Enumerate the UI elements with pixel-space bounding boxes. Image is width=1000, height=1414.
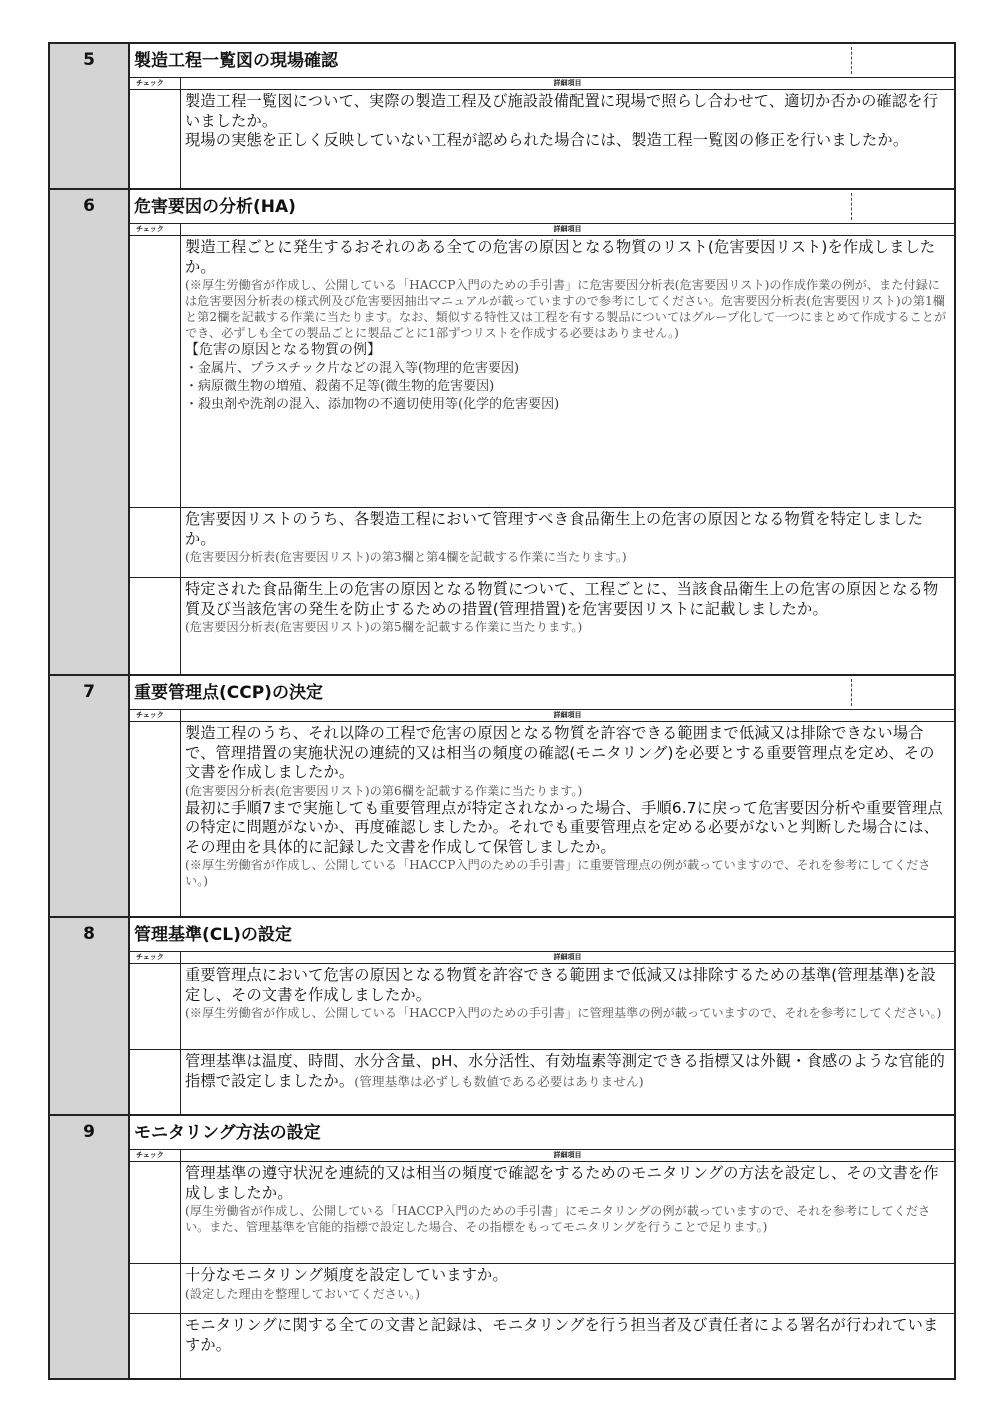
- section-number: 8: [50, 918, 130, 1114]
- checklist-item: [130, 1264, 954, 1314]
- item-note: (※厚生労働省が作成し、公開している「HACCP入門のための手引書」に管理基準の例が載っていますので、それを参考にしてください。): [185, 1006, 942, 1020]
- check-cell[interactable]: [130, 722, 181, 916]
- item-note: (危害要因分析表(危害要因リスト)の第5欄を記載する作業に当たります。): [185, 620, 583, 634]
- question-text: 管理基準は温度、時間、水分含量、pH、水分活性、有効塩素等測定できる指標又は外観・食感のような官能的指標で設定しましたか。: [185, 1052, 946, 1090]
- item-note: (厚生労働省が作成し、公開している「HACCP入門のための手引書」にモニタリングの例が載っていますので、それを参考にしてください。また、管理基準を官能的指標で設定した場合、その指標をもってモニタリングを行うことで足ります。): [185, 1204, 931, 1234]
- section-number: 9: [50, 1116, 130, 1378]
- checklist-sheet: [48, 42, 956, 1380]
- section-8: [50, 916, 954, 1114]
- check-cell[interactable]: [130, 236, 181, 507]
- example-line: ・病原微生物の増殖、殺菌不足等(微生物的危害要因): [185, 379, 495, 394]
- item-question: 十分なモニタリング頻度を設定していますか。: [185, 1266, 508, 1284]
- checklist-item: [130, 1050, 954, 1114]
- checklist-item: [130, 722, 954, 916]
- checklist-item: [130, 508, 954, 578]
- detail-column-header: 詳細項目: [553, 711, 582, 719]
- section-title: 重要管理点(CCP)の決定: [134, 683, 323, 703]
- item-question: 製造工程ごとに発生するおそれのある全ての危害の原因となる物質のリスト(危害要因リスト)を作成しましたか。: [185, 238, 936, 276]
- item-question: 現場の実態を正しく反映していない工程が認められた場合には、製造工程一覧図の修正を行いましたか。: [185, 131, 909, 149]
- detail-column-header: 詳細項目: [553, 1151, 582, 1159]
- checklist-item: [130, 236, 954, 508]
- check-cell[interactable]: [130, 578, 181, 674]
- check-column-header: チェック: [130, 224, 181, 235]
- item-question: モニタリングに関する全ての文書と記録は、モニタリングを行う担当者及び責任者による署名が行われていますか。: [185, 1316, 939, 1354]
- title-side-cell: [852, 921, 954, 948]
- detail-column-header: 詳細項目: [553, 953, 582, 961]
- section-7: [50, 674, 954, 916]
- check-cell[interactable]: [130, 1162, 181, 1263]
- item-note: (※厚生労働省が作成し、公開している「HACCP入門のための手引書」に危害要因分析表(危害要因リスト)の作成作業の例が、また付録には危害要因分析表の様式例及び危害要因抽出マニュアルが載っていますので参考にしてください。危害要因分析表(危害要因リスト)の第1欄と第2欄を記載する作業に当たります。なお、類似する特性又は工程を有する製品についてはグループ化して一つにまとめて作成することができ、必ずしも全ての製品ごとに製品ごとに1部ずつリストを作成する必要はありません。): [185, 278, 947, 340]
- title-side-cell: [852, 1119, 954, 1146]
- check-cell[interactable]: [130, 508, 181, 577]
- example-line: ・金属片、プラスチック片などの混入等(物理的危害要因): [185, 361, 520, 376]
- checklist-item: [130, 1314, 954, 1378]
- title-side-cell: [851, 679, 954, 706]
- item-note: (危害要因分析表(危害要因リスト)の第6欄を記載する作業に当たります。): [185, 783, 583, 798]
- section-title: 製造工程一覧図の現場確認: [134, 51, 338, 71]
- check-cell[interactable]: [130, 964, 181, 1049]
- item-question: 危害要因リストのうち、各製造工程において管理すべき食品衛生上の危害の原因となる物質を特定しましたか。: [185, 510, 923, 548]
- example-line: ・殺虫剤や洗剤の混入、添加物の不適切使用等(化学的危害要因): [185, 397, 560, 412]
- check-cell[interactable]: [130, 1314, 181, 1378]
- check-column-header: チェック: [130, 78, 181, 89]
- item-question: 製造工程のうち、それ以降の工程で危害の原因となる物質を許容できる範囲まで低減又は排除できない場合で、管理措置の実施状況の連続的又は相当の頻度の確認(モニタリング)を必要とする重要管理点を定め、その文書を作成しましたか。: [185, 724, 935, 781]
- title-side-cell: [851, 47, 954, 74]
- section-9: [50, 1114, 954, 1378]
- item-note: (危害要因分析表(危害要因リスト)の第3欄と第4欄を記載する作業に当たります。): [185, 550, 627, 564]
- check-column-header: チェック: [130, 710, 181, 721]
- check-cell[interactable]: [130, 90, 181, 188]
- section-title: 管理基準(CL)の設定: [134, 925, 292, 945]
- section-title: 危害要因の分析(HA): [134, 197, 296, 217]
- item-note: (設定した理由を整理しておいてください。): [185, 1286, 420, 1301]
- section-number: 6: [50, 190, 130, 674]
- item-note: (※厚生労働省が作成し、公開している「HACCP入門のための手引書」に重要管理点の例が載っていますので、それを参考にしてください。): [185, 858, 931, 888]
- check-cell[interactable]: [130, 1050, 181, 1114]
- checklist-item: [130, 578, 954, 674]
- title-side-cell: [851, 193, 954, 220]
- detail-column-header: 詳細項目: [553, 79, 582, 87]
- section-5: [50, 44, 954, 188]
- check-cell[interactable]: [130, 1264, 181, 1313]
- item-question: 特定された食品衛生上の危害の原因となる物質について、工程ごとに、当該食品衛生上の危害の原因となる物質及び当該危害の発生を防止するための措置(管理措置)を危害要因リストに記載しましたか。: [185, 580, 939, 618]
- item-question: 最初に手順7まで実施しても重要管理点が特定されなかった場合、手順6.7に戻って危害要因分析や重要管理点の特定に問題がないか、再度確認しましたか。それでも重要管理点を定める必要がないと判断した場合には、その理由を具体的に記録した文書を作成して保管しましたか。: [185, 798, 943, 856]
- section-6: [50, 188, 954, 674]
- section-title: モニタリング方法の設定: [134, 1123, 321, 1143]
- item-question: [185, 1052, 950, 1091]
- section-number: 5: [50, 44, 130, 188]
- examples-heading: 【危害の原因となる物質の例】: [185, 342, 381, 358]
- checklist-item: [130, 90, 954, 188]
- checklist-item: [130, 964, 954, 1050]
- item-question: 管理基準の遵守状況を連続的又は相当の頻度で確認をするためのモニタリングの方法を設定し、その文書を作成しましたか。: [185, 1164, 939, 1202]
- detail-column-header: 詳細項目: [553, 225, 582, 233]
- section-number: 7: [50, 676, 130, 916]
- item-inline-note: (管理基準は必ずしも数値である必要はありません): [354, 1073, 644, 1089]
- check-column-header: チェック: [130, 952, 181, 963]
- checklist-item: [130, 1162, 954, 1264]
- item-question: 重要管理点において危害の原因となる物質を許容できる範囲まで低減又は排除するための基準(管理基準)を設定し、その文書を作成しましたか。: [185, 966, 936, 1004]
- item-question: 製造工程一覧図について、実際の製造工程及び施設設備配置に現場で照らし合わせて、適切か否かの確認を行いましたか。: [185, 92, 939, 130]
- check-column-header: チェック: [130, 1150, 181, 1161]
